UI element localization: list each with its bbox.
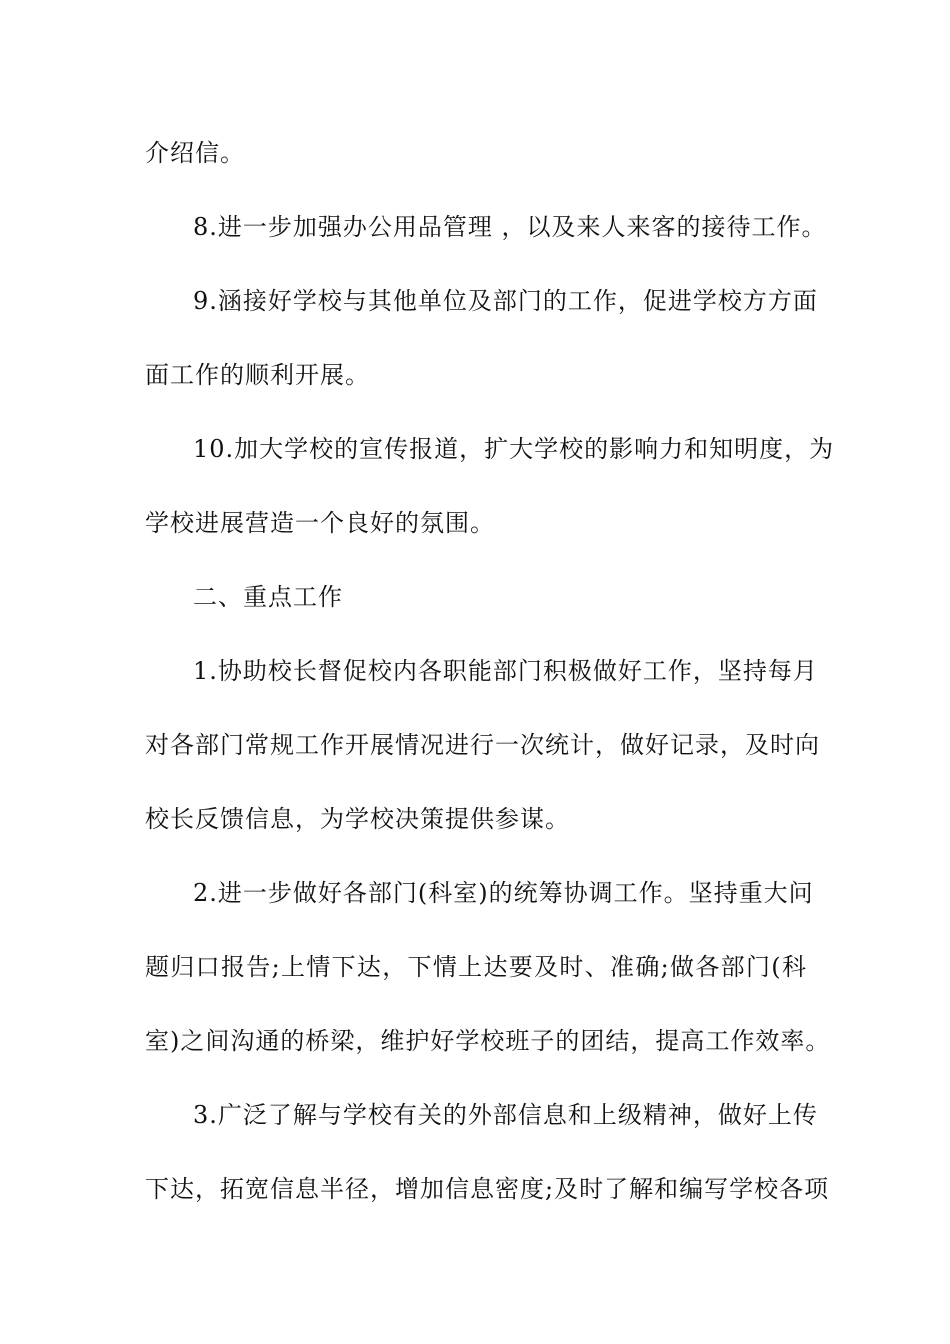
text-line: 室)之间沟通的桥梁，维护好学校班子的团结，提高工作效率。 <box>145 1027 831 1055</box>
text-line: 8.进一步加强办公用品管理 ，以及来人来客的接待工作。 <box>193 213 827 241</box>
text-line: 9.涵接好学校与其他单位及部门的工作，促进学校方方面 <box>193 287 818 315</box>
text-line: 学校进展营造一个良好的氛围。 <box>145 509 495 537</box>
text-line: 1.协助校长督促校内各职能部门积极做好工作，坚持每月 <box>193 657 818 685</box>
text-line: 介绍信。 <box>145 139 245 167</box>
text-line: 3.广泛了解与学校有关的外部信息和上级精神，做好上传 <box>193 1101 818 1129</box>
text-line: 对各部门常规工作开展情况进行一次统计，做好记录，及时向 <box>145 731 820 759</box>
text-line: 2.进一步做好各部门(科室)的统筹协调工作。坚持重大问 <box>193 879 814 907</box>
text-line: 题归口报告;上情下达，下情上达要及时、准确;做各部门(科 <box>145 953 807 981</box>
text-line: 下达，拓宽信息半径，增加信息密度;及时了解和编写学校各项 <box>145 1175 830 1203</box>
section-heading: 二、重点工作 <box>193 583 343 611</box>
text-line: 面工作的顺利开展。 <box>145 361 370 389</box>
document-body <box>145 127 835 1237</box>
text-line: 校长反馈信息，为学校决策提供参谋。 <box>145 805 570 833</box>
text-line: 10.加大学校的宣传报道，扩大学校的影响力和知明度，为 <box>193 435 835 463</box>
